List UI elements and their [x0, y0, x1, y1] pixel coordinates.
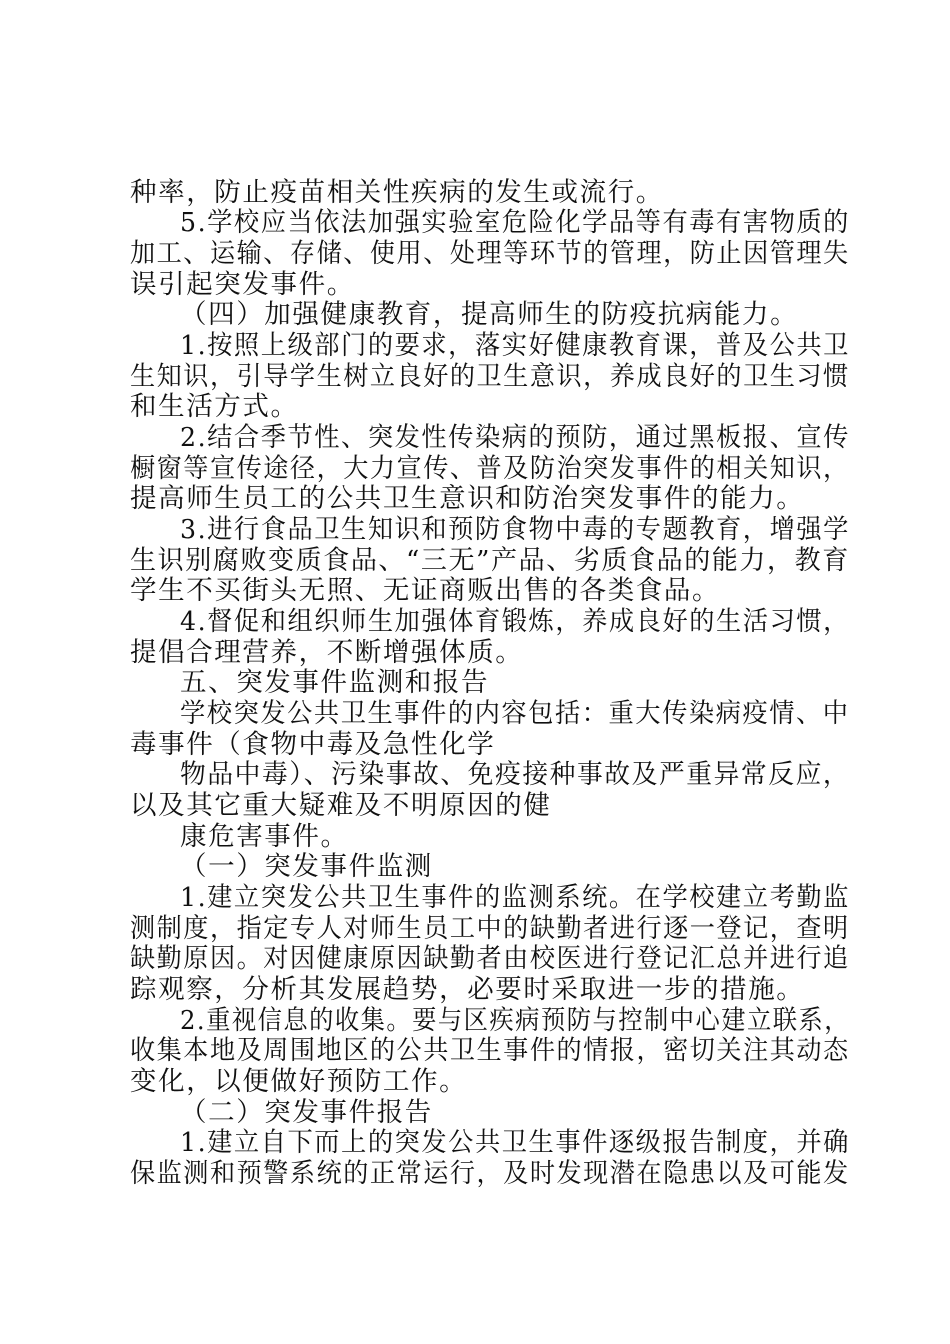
text-line: 生知识，引导学生树立良好的卫生意识，养成良好的卫生习惯: [130, 361, 850, 392]
text-line: 变化，以便做好预防工作。: [130, 1066, 468, 1097]
text-line: 收集本地及周围地区的公共卫生事件的情报，密切关注其动态: [130, 1035, 850, 1066]
text-line: 1.建立突发公共卫生事件的监测系统。在学校建立考勤监: [180, 882, 850, 913]
text-line: 毒事件（食物中毒及急性化学: [130, 729, 496, 760]
text-line: 误引起突发事件。: [130, 269, 355, 300]
text-line: 生识别腐败变质食品、“三无”产品、劣质食品的能力，教育: [130, 545, 850, 576]
text-line: 提倡合理营养，不断增强体质。: [130, 637, 524, 668]
text-line: 种率，防止疫苗相关性疾病的发生或流行。: [130, 177, 664, 208]
section-heading: 五、突发事件监测和报告: [180, 667, 490, 698]
text-line: 康危害事件。: [180, 821, 349, 852]
text-line: 测制度，指定专人对师生员工中的缺勤者进行逐一登记，查明: [130, 913, 850, 944]
section-heading: （四）加强健康教育，提高师生的防疫抗病能力。: [180, 299, 799, 330]
text-line: 4.督促和组织师生加强体育锻炼，养成良好的生活习惯，: [180, 606, 850, 637]
text-line: 缺勤原因。对因健康原因缺勤者由校医进行登记汇总并进行追: [130, 943, 850, 974]
text-line: 2.结合季节性、突发性传染病的预防，通过黑板报、宣传: [180, 422, 850, 453]
section-heading: （二）突发事件报告: [180, 1097, 433, 1128]
text-line: 加工、运输、存储、使用、处理等环节的管理，防止因管理失: [130, 238, 850, 269]
text-line: 和生活方式。: [130, 391, 299, 422]
text-line: 5.学校应当依法加强实验室危险化学品等有毒有害物质的: [180, 207, 850, 238]
text-line: 橱窗等宣传途径，大力宣传、普及防治突发事件的相关知识，: [130, 453, 850, 484]
text-line: 学校突发公共卫生事件的内容包括：重大传染病疫情、中: [180, 698, 850, 729]
text-line: 物品中毒）、污染事故、免疫接种事故及严重异常反应，: [180, 759, 851, 790]
section-heading: （一）突发事件监测: [180, 851, 433, 882]
text-line: 1.按照上级部门的要求，落实好健康教育课，普及公共卫: [180, 330, 850, 361]
text-line: 踪观察，分析其发展趋势，必要时采取进一步的措施。: [130, 974, 805, 1005]
text-line: 学生不买街头无照、无证商贩出售的各类食品。: [130, 575, 721, 606]
text-line: 2.重视信息的收集。要与区疾病预防与控制中心建立联系，: [180, 1005, 851, 1036]
text-line: 以及其它重大疑难及不明原因的健: [130, 790, 552, 821]
text-line: 提高师生员工的公共卫生意识和防治突发事件的能力。: [130, 483, 805, 514]
text-line: 1.建立自下而上的突发公共卫生事件逐级报告制度，并确: [180, 1127, 850, 1158]
text-line: 3.进行食品卫生知识和预防食物中毒的专题教育，增强学: [180, 514, 850, 545]
text-line: 保监测和预警系统的正常运行，及时发现潜在隐患以及可能发: [130, 1158, 850, 1189]
